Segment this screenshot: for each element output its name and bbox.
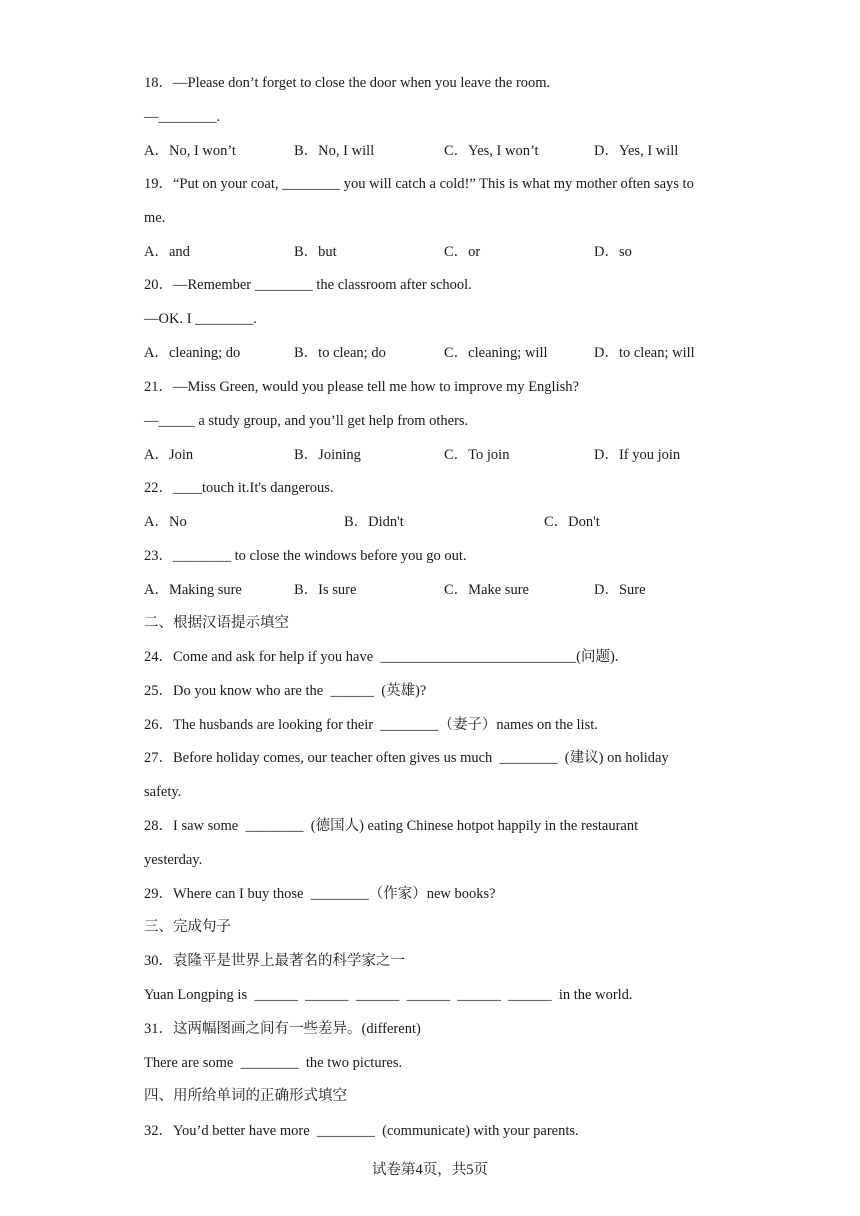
q23-option-a: A．Making sure	[144, 582, 242, 598]
q19-stem: 19．“Put on your coat, ________ you will catch a cold!” This is what my mother often says to	[144, 176, 694, 192]
q21-option-b: B．Joining	[294, 447, 361, 463]
q24-text: 24．Come and ask for help if you have ___________________________(问题).	[144, 649, 619, 665]
q27-line2: safety.	[144, 784, 182, 800]
q20-option-c: C．cleaning; will	[444, 345, 548, 361]
q27-line1: 27．Before holiday comes, our teacher often gives us much ________ (建议) on holiday	[144, 750, 669, 766]
q22-option-c: C．Don't	[544, 514, 600, 530]
q19-option-b: B．but	[294, 244, 337, 260]
q32-text: 32．You’d better have more ________ (communicate) with your parents.	[144, 1123, 579, 1139]
q21-stem: 21．—Miss Green, would you please tell me how to improve my English?	[144, 379, 579, 395]
section-2-heading: 二、根据汉语提示填空	[144, 615, 289, 631]
section-4-heading: 四、用所给单词的正确形式填空	[144, 1088, 347, 1104]
q18-option-d: D．Yes, I will	[594, 143, 679, 159]
q22-option-b: B．Didn't	[344, 514, 404, 530]
q23-option-d: D．Sure	[594, 582, 646, 598]
q19-option-d: D．so	[594, 244, 632, 260]
q21-option-d: D．If you join	[594, 447, 681, 463]
q18-option-b: B．No, I will	[294, 143, 375, 159]
q29-text: 29．Where can I buy those ________（作家）new books?	[144, 886, 496, 902]
q28-line2: yesterday.	[144, 852, 203, 868]
q30-english: Yuan Longping is ______ ______ ______ ______ ______ ______ in the world.	[144, 987, 633, 1003]
q18-option-c: C．Yes, I won’t	[444, 143, 539, 159]
q30-chinese: 30．袁隆平是世界上最著名的科学家之一	[144, 953, 405, 969]
q31-english: There are some ________ the two pictures.	[144, 1055, 403, 1071]
q20-stem: 20．—Remember ________ the classroom after school.	[144, 277, 472, 293]
q20-option-d: D．to clean; will	[594, 345, 695, 361]
q22-option-a: A．No	[144, 514, 187, 530]
q20-option-a: A．cleaning; do	[144, 345, 241, 361]
q31-chinese: 31．这两幅图画之间有一些差异。(different)	[144, 1021, 421, 1037]
q26-text: 26．The husbands are looking for their ________（妻子）names on the list.	[144, 717, 598, 733]
q28-line1: 28．I saw some ________ (德国人) eating Chinese hotpot happily in the restaurant	[144, 818, 639, 834]
q21-reply: —_____ a study group, and you’ll get help from others.	[144, 413, 469, 429]
q21-option-c: C．To join	[444, 447, 510, 463]
q20-option-b: B．to clean; do	[294, 345, 386, 361]
q23-option-c: C．Make sure	[444, 582, 529, 598]
q19-option-c: C．or	[444, 244, 481, 260]
page-footer: 试卷第4页，共5页	[372, 1162, 488, 1178]
q23-stem: 23．________ to close the windows before you go out.	[144, 548, 467, 564]
section-3-heading: 三、完成句子	[144, 919, 231, 935]
q18-stem: 18．—Please don’t forget to close the door when you leave the room.	[144, 75, 551, 91]
q20-reply: —OK. I ________.	[144, 311, 257, 327]
q18-option-a: A．No, I won’t	[144, 143, 236, 159]
q23-option-b: B．Is sure	[294, 582, 357, 598]
q18-reply: —________.	[144, 109, 221, 125]
q25-text: 25．Do you know who are the ______ (英雄)?	[144, 683, 427, 699]
q19-stem-continued: me.	[144, 210, 166, 226]
q19-option-a: A．and	[144, 244, 190, 260]
q21-option-a: A．Join	[144, 447, 194, 463]
q22-stem: 22．____touch it.It's dangerous.	[144, 480, 334, 496]
